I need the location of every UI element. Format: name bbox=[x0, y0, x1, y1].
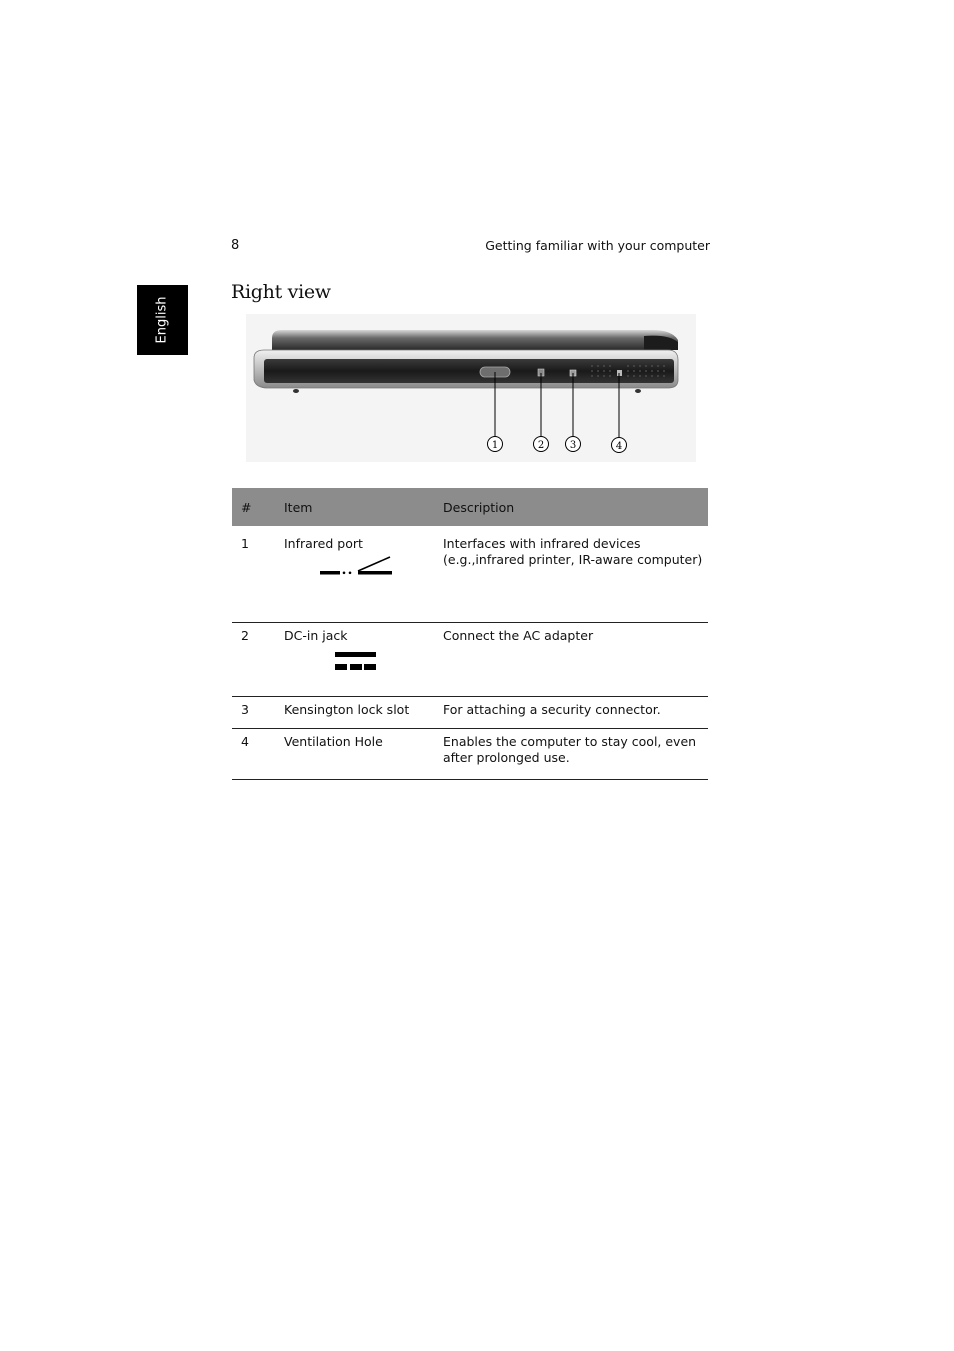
callout-3 bbox=[566, 437, 581, 452]
row-item: Infrared port bbox=[284, 536, 363, 551]
callout-1 bbox=[488, 437, 503, 452]
table-row bbox=[232, 623, 708, 697]
header-item: Item bbox=[284, 488, 443, 526]
row-number: 4 bbox=[241, 734, 249, 749]
components-table bbox=[232, 488, 708, 780]
laptop-lid bbox=[272, 330, 678, 350]
row-description: Enables the computer to stay cool, even after prolonged use. bbox=[443, 734, 697, 765]
callout-3-label: 3 bbox=[569, 440, 577, 451]
laptop-base bbox=[254, 350, 678, 393]
language-tab bbox=[137, 285, 188, 355]
table-row bbox=[232, 697, 708, 729]
language-tab-label: English bbox=[154, 296, 170, 344]
callout-2-label: 2 bbox=[537, 440, 545, 451]
row-description: For attaching a security connector. bbox=[443, 702, 661, 717]
header-number: # bbox=[232, 488, 284, 526]
table-row bbox=[232, 526, 708, 623]
row-description: Connect the AC adapter bbox=[443, 628, 594, 643]
page-number: 8 bbox=[231, 238, 240, 253]
table-header-row bbox=[232, 488, 708, 526]
row-number: 3 bbox=[241, 702, 249, 717]
laptop-right-view-figure bbox=[232, 310, 708, 462]
row-item: Kensington lock slot bbox=[284, 702, 410, 717]
row-item: Ventilation Hole bbox=[284, 734, 383, 749]
row-description: Interfaces with infrared devices (e.g.,infrared printer, IR-aware computer) bbox=[443, 536, 703, 567]
row-number: 1 bbox=[241, 536, 249, 551]
dc-in-icon bbox=[284, 648, 443, 676]
callout-1-label: 1 bbox=[491, 440, 499, 451]
running-header: Getting familiar with your computer bbox=[485, 238, 710, 253]
callout-4-label: 4 bbox=[615, 441, 623, 452]
table-row bbox=[232, 729, 708, 780]
row-item: DC-in jack bbox=[284, 628, 348, 643]
header-description: Description bbox=[443, 488, 708, 526]
infrared-icon bbox=[284, 556, 443, 582]
callout-4 bbox=[612, 438, 627, 453]
section-title: Right view bbox=[231, 281, 331, 303]
row-number: 2 bbox=[241, 628, 249, 643]
callout-2 bbox=[534, 437, 549, 452]
